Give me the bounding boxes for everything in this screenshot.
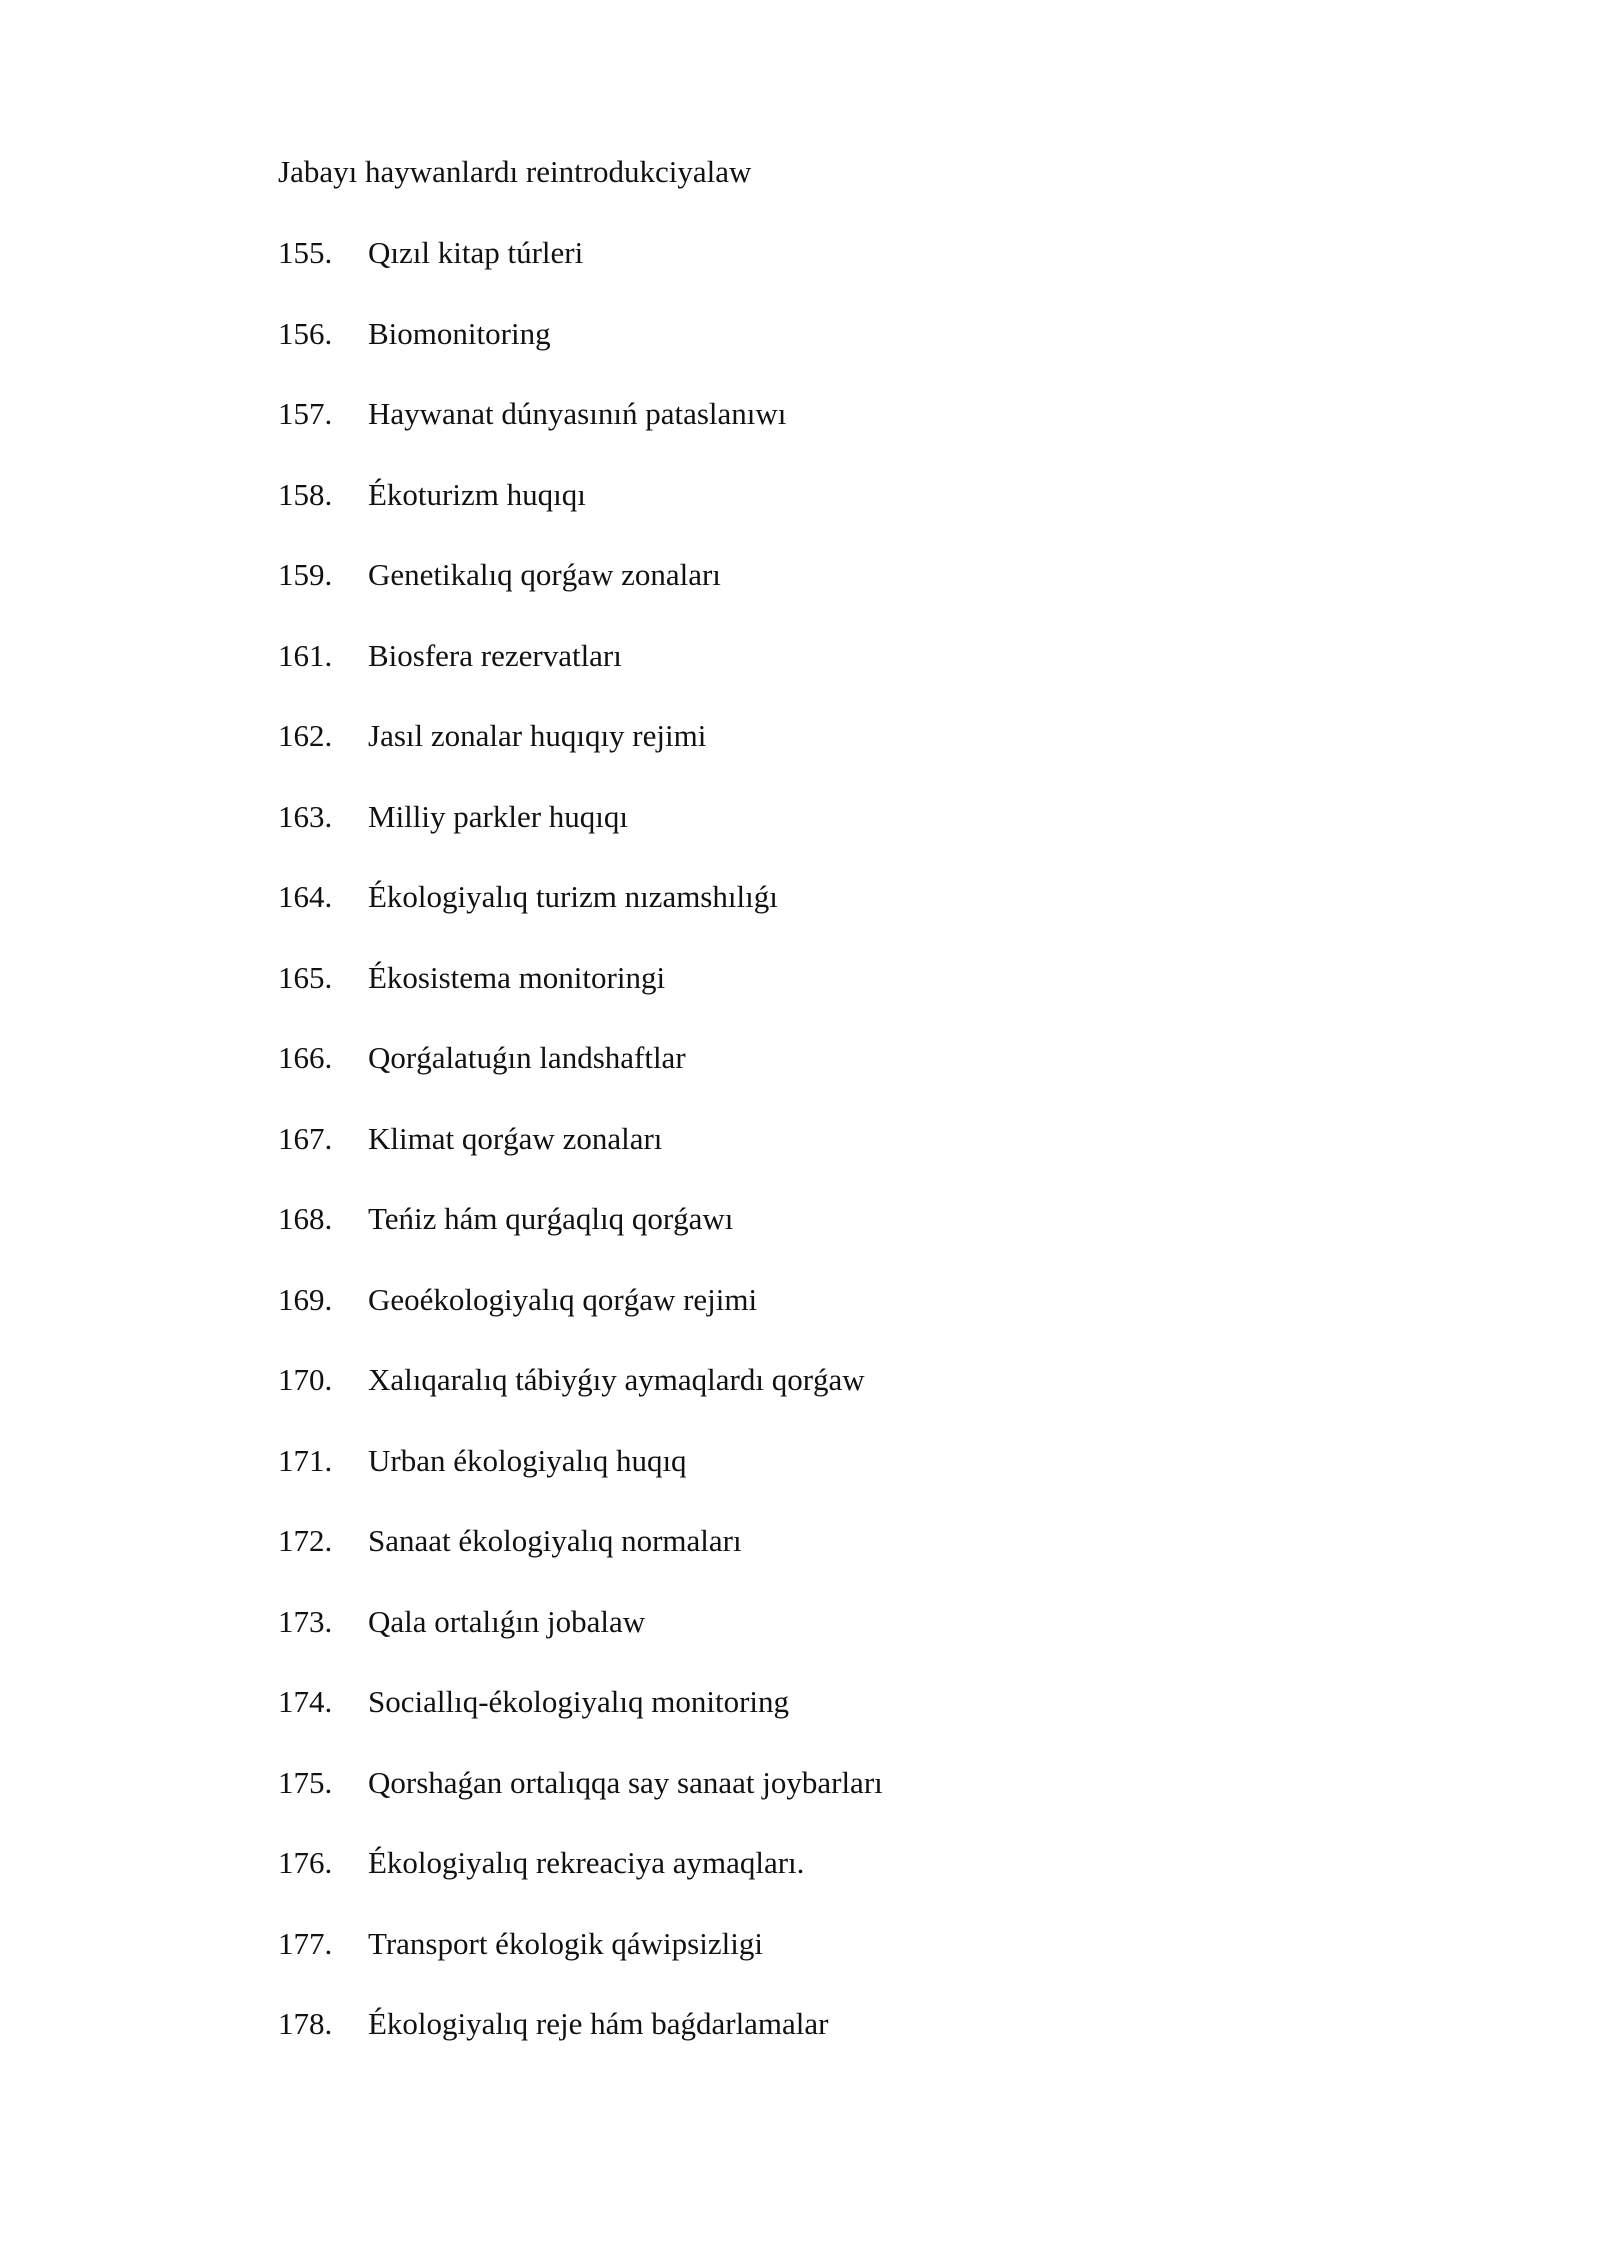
list-item: [278, 1280, 883, 1361]
numbered-list: [278, 233, 883, 2085]
list-item-number: 164.: [278, 879, 333, 914]
list-item: [278, 636, 883, 717]
list-item-text: Haywanat dúnyasınıń pataslanıwı: [368, 396, 787, 431]
list-item: [278, 1199, 883, 1280]
list-item-text: Transport ékologik qáwipsizligi: [368, 1925, 763, 1961]
list-item: [278, 314, 883, 395]
list-item-text: Qorshaǵan ortalıqqa say sanaat joybarları: [368, 1764, 883, 1800]
list-item: [278, 1038, 883, 1119]
list-item-number: 174.: [278, 1684, 333, 1719]
list-item-text: Geoékologiyalıq qorǵaw rejimi: [368, 1281, 758, 1317]
list-item-text: Ékologiyalıq reje hám baǵdarlamalar: [368, 2006, 829, 2041]
list-item-number: 170.: [278, 1362, 333, 1397]
list-item-number: 162.: [278, 718, 333, 753]
list-item: [278, 1602, 883, 1683]
list-item-number: 178.: [278, 2006, 333, 2041]
list-item-number: 167.: [278, 1120, 333, 1156]
list-item-number: 172.: [278, 1523, 333, 1558]
list-item-text: Sociallıq-ékologiyalıq monitoring: [368, 1684, 790, 1719]
list-item-number: 175.: [278, 1764, 333, 1800]
list-item-number: 173.: [278, 1603, 333, 1639]
list-item-text: Qorǵalatuǵın landshaftlar: [368, 1040, 686, 1075]
list-item: [278, 716, 883, 797]
list-item-text: Qala ortalıǵın jobalaw: [368, 1603, 646, 1639]
list-item-number: 156.: [278, 315, 333, 351]
list-item: [278, 797, 883, 878]
list-item-text: Ékosistema monitoringi: [368, 959, 666, 995]
list-item: [278, 233, 883, 314]
intro-text: Jabayı haywanlardı reintrodukciyalaw: [278, 154, 752, 189]
list-item-number: 157.: [278, 396, 333, 431]
list-item-text: Ékoturizm huqıqı: [368, 476, 586, 512]
list-item: [278, 1924, 883, 2005]
list-item-text: Qızıl kitap túrleri: [368, 235, 584, 270]
list-item-number: 166.: [278, 1040, 333, 1075]
list-item-text: Biosfera rezervatları: [368, 637, 622, 673]
list-item-number: 158.: [278, 476, 333, 512]
list-item-number: 171.: [278, 1442, 333, 1478]
list-item-number: 168.: [278, 1201, 333, 1236]
list-item-number: 159.: [278, 557, 333, 592]
list-item-number: 161.: [278, 637, 333, 673]
list-item-text: Ékologiyalıq turizm nızamshılıǵı: [368, 879, 778, 914]
list-item: [278, 877, 883, 958]
list-item-text: Teńiz hám qurǵaqlıq qorǵawı: [368, 1201, 734, 1236]
list-item: [278, 1763, 883, 1844]
list-item: [278, 958, 883, 1039]
list-item: [278, 1119, 883, 1200]
list-item-number: 163.: [278, 798, 333, 834]
list-item: [278, 1682, 883, 1763]
list-item-number: 155.: [278, 235, 333, 270]
list-item-text: Sanaat ékologiyalıq normaları: [368, 1523, 742, 1558]
list-item-number: 176.: [278, 1845, 333, 1880]
list-item-text: Urban ékologiyalıq huqıq: [368, 1442, 687, 1478]
list-item: [278, 1360, 883, 1441]
list-item-text: Xalıqaralıq tábiyǵıy aymaqlardı qorǵaw: [368, 1362, 865, 1397]
list-item: [278, 1843, 883, 1924]
list-item-text: Biomonitoring: [368, 315, 551, 351]
list-item: [278, 394, 883, 475]
list-item-number: 165.: [278, 959, 333, 995]
list-item: [278, 1521, 883, 1602]
list-item: [278, 475, 883, 556]
list-item-text: Genetikalıq qorǵaw zonaları: [368, 557, 721, 592]
list-item: [278, 2004, 883, 2085]
list-item-text: Ékologiyalıq rekreaciya aymaqları.: [368, 1845, 805, 1880]
list-item-text: Milliy parkler huqıqı: [368, 798, 629, 834]
list-item-number: 169.: [278, 1281, 333, 1317]
list-item-text: Klimat qorǵaw zonaları: [368, 1120, 663, 1156]
list-item-text: Jasıl zonalar huqıqıy rejimi: [368, 718, 707, 753]
list-item-number: 177.: [278, 1925, 333, 1961]
list-item: [278, 555, 883, 636]
list-item: [278, 1441, 883, 1522]
